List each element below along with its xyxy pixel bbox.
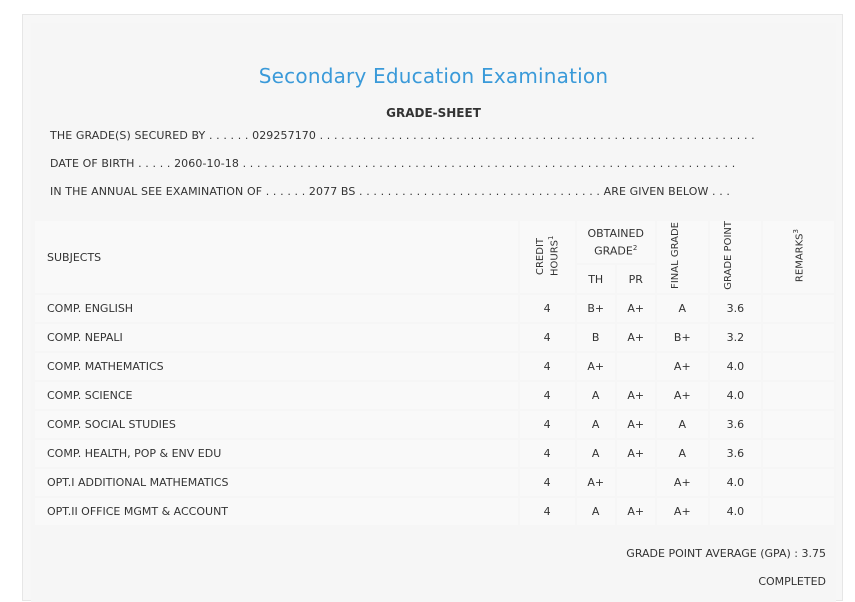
remarks-cell	[763, 295, 834, 322]
remarks-cell	[763, 382, 834, 409]
remarks-cell	[763, 498, 834, 525]
exam-line: IN THE ANNUAL SEE EXAMINATION OF . . . . . . 2077 BS . . . . . . . . . . . . . . . . . . . . . . . . . . . . . . . . . . ARE GIVEN BELOW . . .	[50, 185, 731, 198]
credit-hours-cell: 4	[520, 411, 575, 438]
practical-grade-cell: A+	[617, 382, 655, 409]
subject-cell: COMP. MATHEMATICS	[35, 353, 518, 380]
theory-grade-cell: A	[577, 382, 615, 409]
subjects-header	[35, 221, 518, 293]
secured-by-line: THE GRADE(S) SECURED BY . . . . . . 029257170 . . . . . . . . . . . . . . . . . . . . . . . . . . . . . . . . . . . . . . . . . . . . . . . . . . . . . . . . . . . . .	[50, 129, 755, 142]
final-grade-label: FINAL GRADE	[670, 222, 682, 289]
grade-point-cell: 4.0	[710, 382, 761, 409]
subject-cell: COMP. SOCIAL STUDIES	[35, 411, 518, 438]
grade-point-cell: 3.2	[710, 324, 761, 351]
theory-grade-cell: A+	[577, 353, 615, 380]
grade-sheet-container	[22, 14, 843, 601]
subject-cell: OPT.II OFFICE MGMT & ACCOUNT	[35, 498, 518, 525]
final-grade-cell: A	[657, 295, 708, 322]
practical-grade-cell: A+	[617, 498, 655, 525]
grade-point-cell: 4.0	[710, 498, 761, 525]
theory-grade-cell: B	[577, 324, 615, 351]
practical-grade-cell	[617, 469, 655, 496]
table-row	[35, 324, 834, 351]
remarks-cell	[763, 440, 834, 467]
grade-sheet-panel	[31, 23, 836, 602]
pr-header: PR	[617, 265, 655, 293]
remarks-cell	[763, 324, 834, 351]
subject-cell: COMP. HEALTH, POP & ENV EDU	[35, 440, 518, 467]
credit-hours-header	[520, 221, 575, 293]
grade-point-cell: 4.0	[710, 469, 761, 496]
date-of-birth-line: DATE OF BIRTH . . . . . 2060-10-18 . . . . . . . . . . . . . . . . . . . . . . . . . . . . . . . . . . . . . . . . . . . . . . . . . . . . . . . . . . . . . . . . . . . . .	[50, 157, 736, 170]
table-row	[35, 469, 834, 496]
remarks-header	[763, 221, 834, 293]
credit-hours-cell: 4	[520, 440, 575, 467]
credit-hours-cell: 4	[520, 382, 575, 409]
grade-point-cell: 3.6	[710, 295, 761, 322]
credit-hours-footnote: 1	[547, 235, 556, 240]
remarks-cell	[763, 353, 834, 380]
credit-hours-cell: 4	[520, 469, 575, 496]
remarks-cell	[763, 411, 834, 438]
remarks-footnote: 3	[792, 228, 801, 234]
grades-table	[33, 219, 836, 527]
theory-grade-cell: A	[577, 440, 615, 467]
subjects-header-label: SUBJECTS	[47, 250, 102, 264]
gpa-summary: GRADE POINT AVERAGE (GPA) : 3.75	[626, 547, 826, 560]
final-grade-cell: A	[657, 411, 708, 438]
table-row	[35, 411, 834, 438]
obtained-grade-footnote: 2	[632, 243, 638, 252]
result-status: COMPLETED	[758, 575, 826, 588]
final-grade-cell: A+	[657, 382, 708, 409]
subject-cell: COMP. ENGLISH	[35, 295, 518, 322]
table-row	[35, 440, 834, 467]
theory-grade-cell: A	[577, 498, 615, 525]
credit-hours-cell: 4	[520, 498, 575, 525]
credit-hours-cell: 4	[520, 353, 575, 380]
grade-point-label: GRADE POINT	[723, 221, 735, 290]
exam-title: Secondary Education Examination	[258, 64, 609, 88]
table-row	[35, 382, 834, 409]
grade-point-header	[710, 221, 761, 293]
table-row	[35, 353, 834, 380]
table-row	[35, 498, 834, 525]
final-grade-cell: A	[657, 440, 708, 467]
practical-grade-cell: A+	[617, 411, 655, 438]
practical-grade-cell: A+	[617, 440, 655, 467]
theory-grade-cell: A	[577, 411, 615, 438]
obtained-grade-label: OBTAINED GRADE	[587, 226, 644, 258]
practical-grade-cell: A+	[617, 295, 655, 322]
grade-point-cell: 4.0	[710, 353, 761, 380]
credit-hours-label: CREDIT HOURS	[535, 237, 561, 276]
final-grade-cell: A+	[657, 469, 708, 496]
final-grade-header	[657, 221, 708, 293]
final-grade-cell: B+	[657, 324, 708, 351]
header-row-1	[35, 221, 834, 263]
practical-grade-cell	[617, 353, 655, 380]
theory-grade-cell: B+	[577, 295, 615, 322]
subject-cell: OPT.I ADDITIONAL MATHEMATICS	[35, 469, 518, 496]
obtained-grade-header	[577, 221, 655, 263]
credit-hours-cell: 4	[520, 324, 575, 351]
remarks-label: REMARKS	[794, 233, 806, 283]
practical-grade-cell: A+	[617, 324, 655, 351]
remarks-cell	[763, 469, 834, 496]
theory-grade-cell: A+	[577, 469, 615, 496]
final-grade-cell: A+	[657, 353, 708, 380]
th-header: TH	[577, 265, 615, 293]
grade-point-cell: 3.6	[710, 411, 761, 438]
subject-cell: COMP. NEPALI	[35, 324, 518, 351]
grade-sheet-heading: GRADE-SHEET	[386, 106, 481, 120]
table-row	[35, 295, 834, 322]
credit-hours-cell: 4	[520, 295, 575, 322]
final-grade-cell: A+	[657, 498, 708, 525]
grade-point-cell: 3.6	[710, 440, 761, 467]
subject-cell: COMP. SCIENCE	[35, 382, 518, 409]
